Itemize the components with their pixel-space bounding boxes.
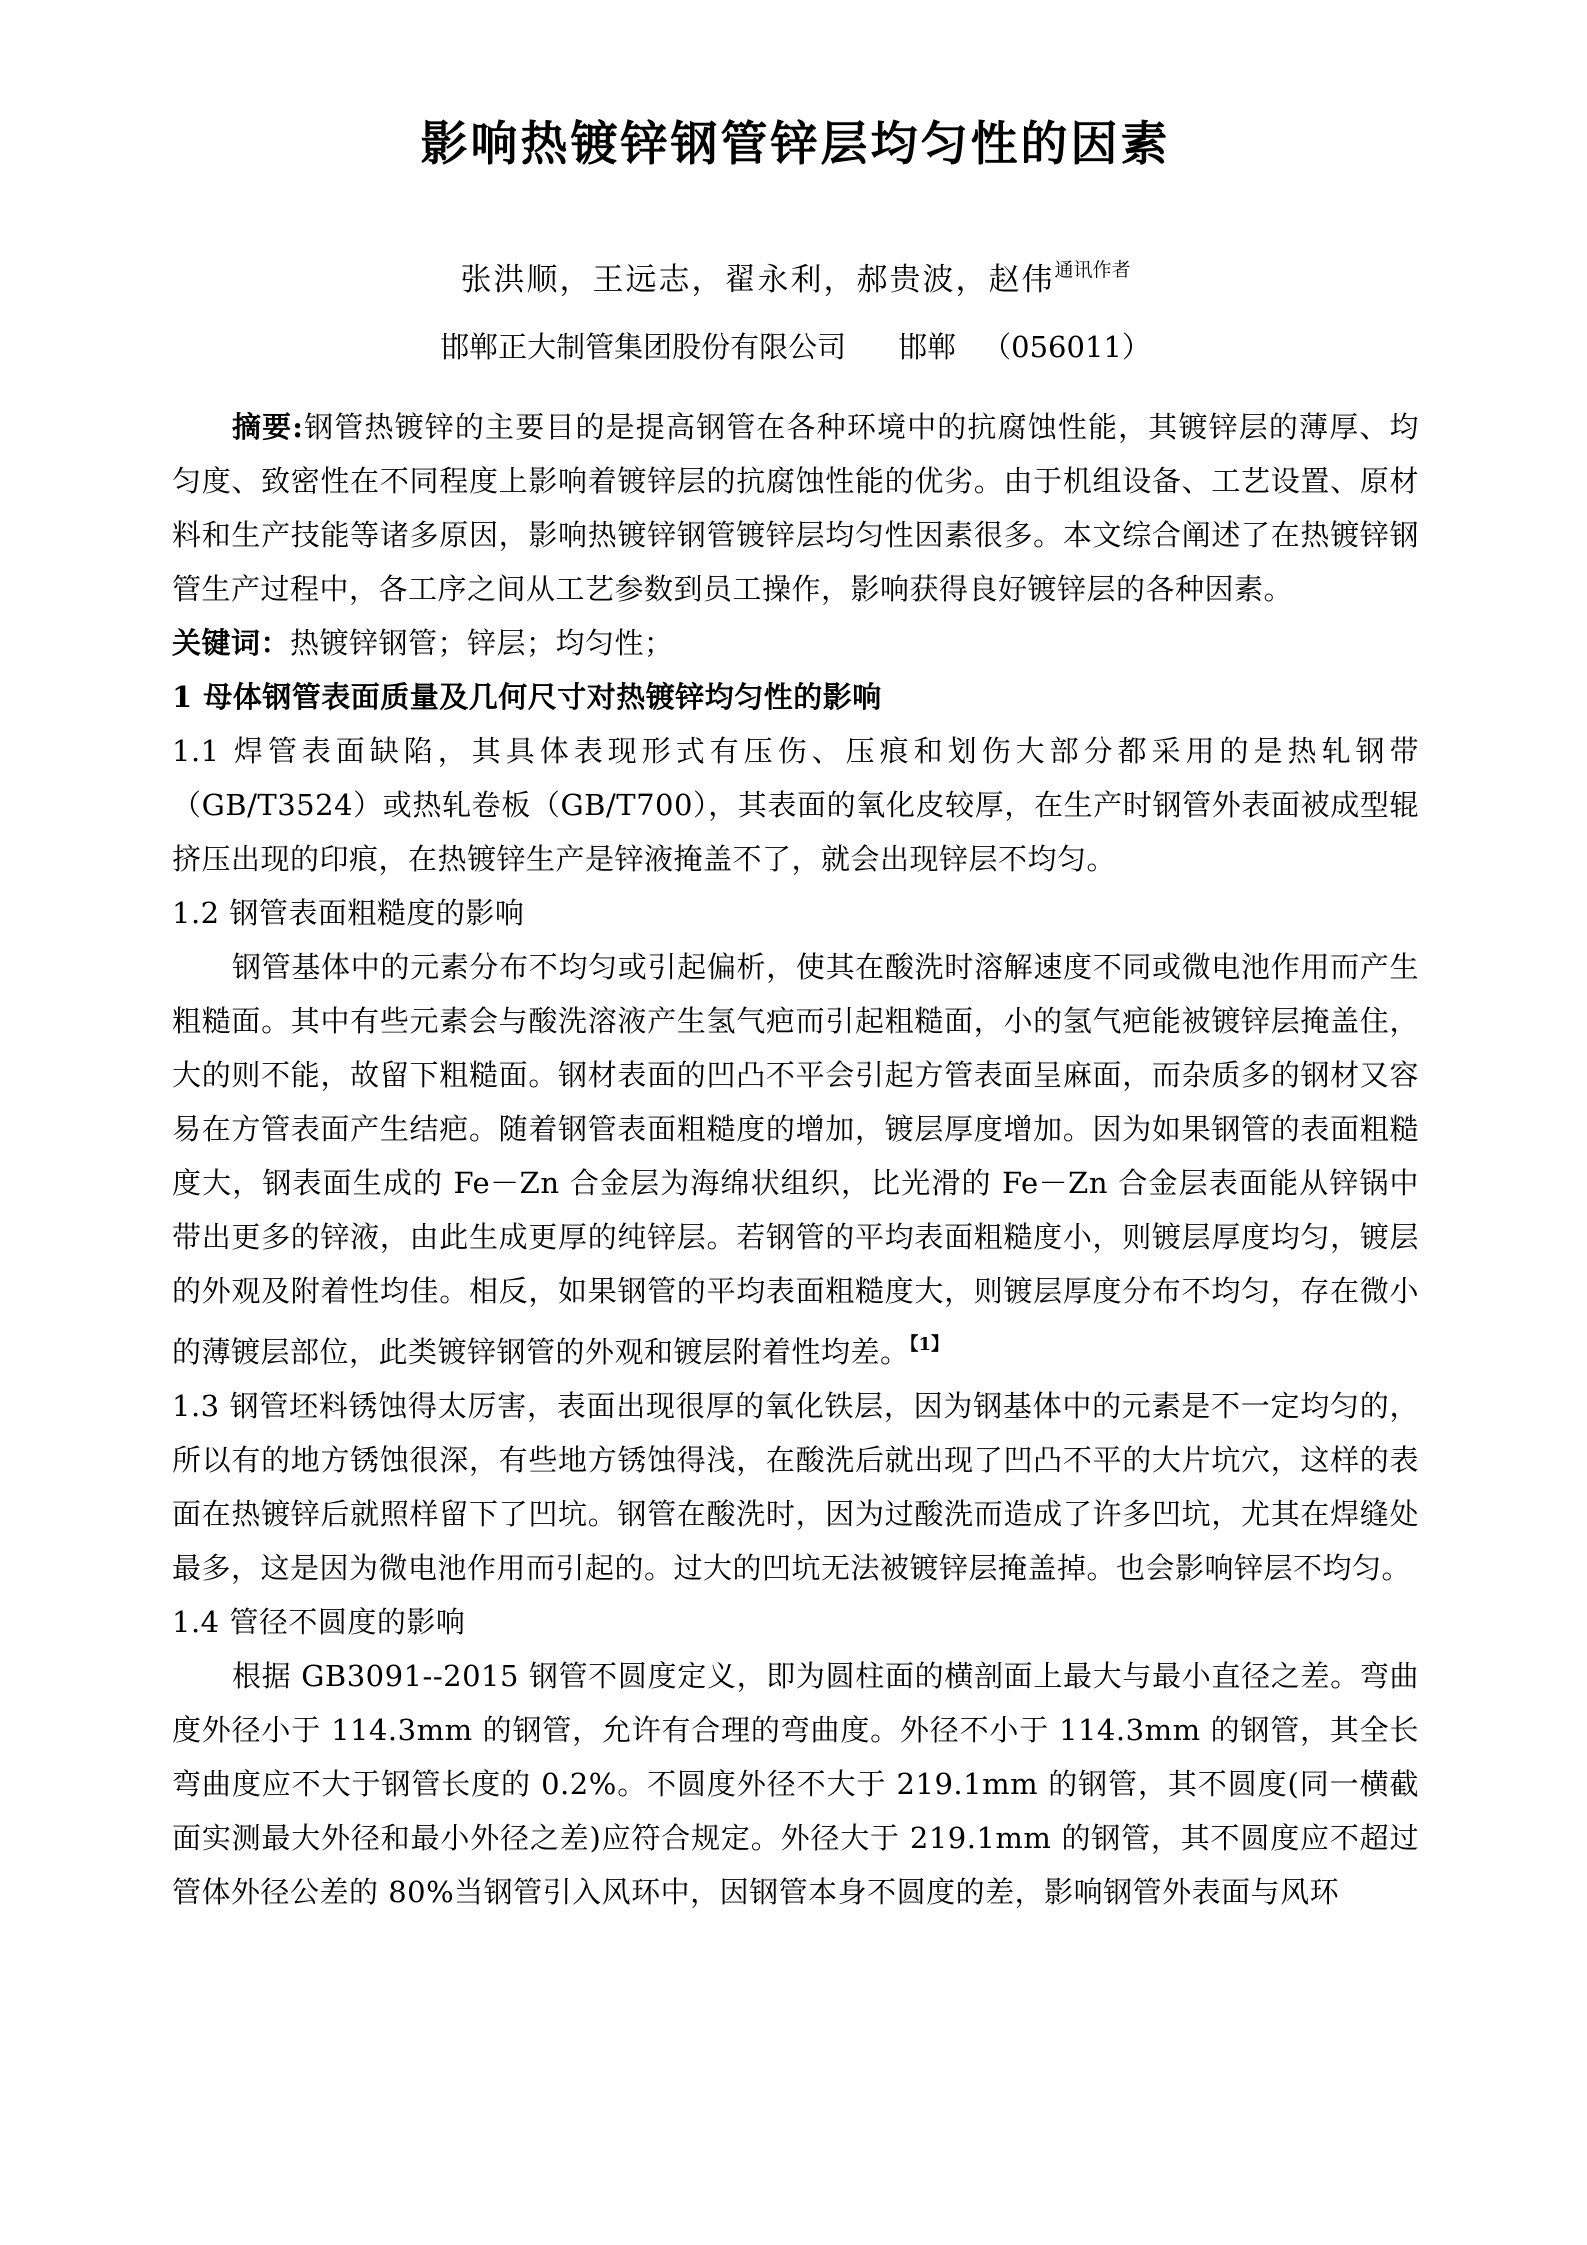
subheading-1-4: 1.4 管径不圆度的影响 (172, 1605, 466, 1639)
paragraph-1-3: 1.3 钢管坯料锈蚀得太厉害，表面出现很厚的氧化铁层，因为钢基体中的元素是不一定均匀的，所以有的地方锈蚀很深，有些地方锈蚀得浅，在酸洗后就出现了凹凸不平的大片坑穴，这样的表面在热镀锌后就照样留下了凹坑。钢管在酸洗时，因为过酸洗而造成了许多凹坑，尤其在焊缝处最多，这是因为微电池作用而引起的。过大的凹坑无法被镀锌层掩盖掉。也会影响锌层不均匀。 (172, 1389, 1419, 1585)
corresponding-author-superscript: 通讯作者 (1054, 259, 1131, 281)
affiliation-city: 邯郸 (898, 330, 957, 364)
keywords-text: 热镀锌钢管；锌层；均匀性； (290, 626, 674, 660)
paragraph-1-4: 根据 GB3091--2015 钢管不圆度定义，即为圆柱面的横剖面上最大与最小直径之差。弯曲度外径小于 114.3mm 的钢管，允许有合理的弯曲度。外径不小于 114.3mm 的钢管，其全长弯曲度应不大于钢管长度的 0.2%。不圆度外径不大于 219.1mm 的钢管，其不圆度(同一横截面实测最大外径和最小外径之差)应符合规定。外径大于 219.1mm 的钢管，其不圆度应不超过管体外径公差的 80%当钢管引入风环中，因钢管本身不圆度的差，影响钢管外表面与风环 (172, 1659, 1419, 1909)
affiliation-organization: 邯郸正大制管集团股份有限公司 (440, 330, 847, 364)
author-names: 张洪顺，王远志，翟永利，郝贵波，赵伟 (460, 262, 1055, 298)
authors-line (172, 250, 1419, 300)
abstract-label: 摘要: (232, 410, 304, 444)
affiliation-line (172, 328, 1419, 366)
subheading-1-2: 1.2 钢管表面粗糙度的影响 (172, 896, 525, 930)
paper-body (172, 400, 1419, 1919)
paper-title: 影响热镀锌钢管锌层均匀性的因素 (420, 117, 1171, 172)
paragraph-1-2-text: 钢管基体中的元素分布不均匀或引起偏析，使其在酸洗时溶解速度不同或微电池作用而产生粗糙面。其中有些元素会与酸洗溶液产生氢气疤而引起粗糙面，小的氢气疤能被镀锌层掩盖住，大的则不能，故留下粗糙面。钢材表面的凹凸不平会引起方管表面呈麻面，而杂质多的钢材又容易在方管表面产生结疤。随着钢管表面粗糙度的增加，镀层厚度增加。因为如果钢管的表面粗糙度大，钢表面生成的 Fe－Zn 合金层为海绵状组织，比光滑的 Fe－Zn 合金层表面能从锌锅中带出更多的锌液，由此生成更厚的纯锌层。若钢管的平均表面粗糙度小，则镀层厚度均匀，镀层的外观及附着性均佳。相反，如果钢管的平均表面粗糙度大，则镀层厚度分布不均匀，存在微小的薄镀层部位，此类镀锌钢管的外观和镀层附着性均差。 (172, 950, 1419, 1369)
keywords-label: 关键词： (172, 626, 291, 660)
paragraph-1-1: 1.1 焊管表面缺陷，其具体表现形式有压伤、压痕和划伤大部分都采用的是热轧钢带（GB/T3524）或热轧卷板（GB/T700），其表面的氧化皮较厚，在生产时钢管外表面被成型辊挤压出现的印痕，在热镀锌生产是锌液掩盖不了，就会出现锌层不均匀。 (172, 734, 1419, 876)
citation-1-reference: 【1】 (909, 1334, 950, 1355)
abstract-paragraph (172, 400, 1419, 616)
paragraph-1-2 (172, 940, 1419, 1379)
abstract-text: 钢管热镀锌的主要目的是提高钢管在各种环境中的抗腐蚀性能，其镀锌层的薄厚、均匀度、致密性在不同程度上影响着镀锌层的抗腐蚀性能的优劣。由于机组设备、工艺设置、原材料和生产技能等诸多原因，影响热镀锌钢管镀锌层均匀性因素很多。本文综合阐述了在热镀锌钢管生产过程中，各工序之间从工艺参数到员工操作，影响获得良好镀锌层的各种因素。 (172, 410, 1419, 606)
section-heading-1: 1 母体钢管表面质量及几何尺寸对热镀锌均匀性的影响 (172, 680, 882, 714)
affiliation-postal-code: （056011） (982, 330, 1151, 364)
keywords-paragraph (172, 616, 1419, 670)
